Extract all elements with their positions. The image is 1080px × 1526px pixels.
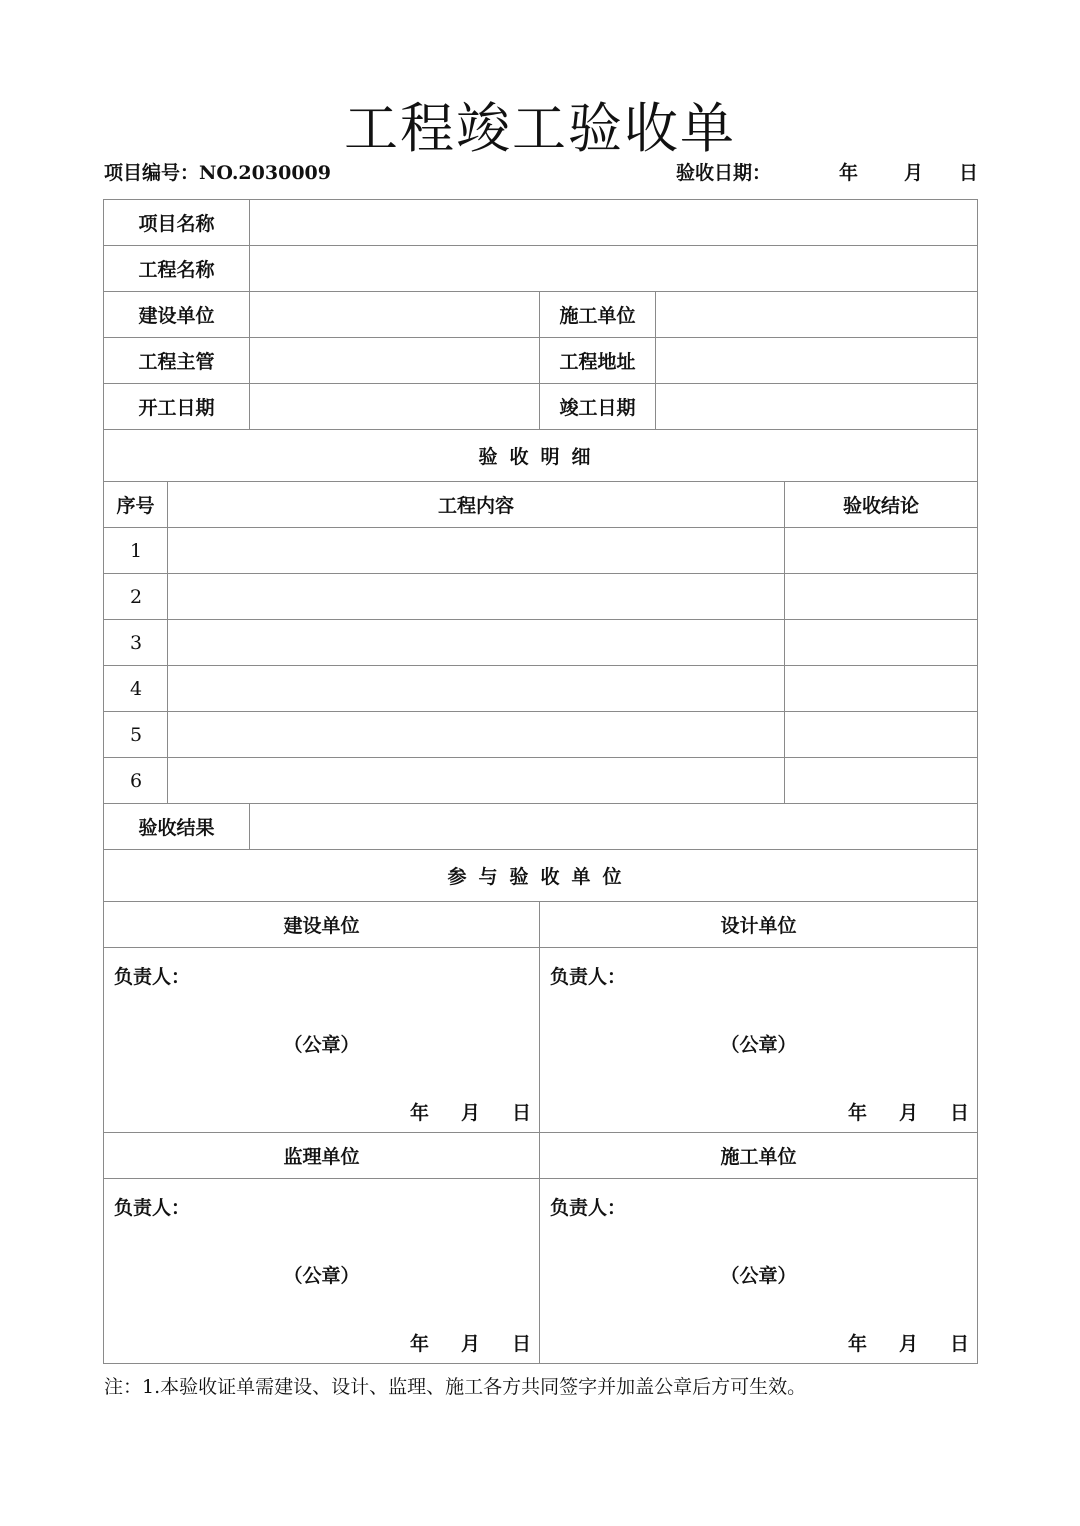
construction-party-header: 建设单位 [104,902,540,948]
project-name-label: 项目名称 [104,200,250,246]
engineering-name-field[interactable] [250,246,978,292]
row-content-field[interactable] [168,666,785,712]
row-content-field[interactable] [168,574,785,620]
contractor-signature-cell[interactable] [540,1179,978,1364]
parties-section-title: 参与验收单位 [104,850,978,902]
row-number: 4 [104,666,168,712]
row-number: 5 [104,712,168,758]
result-label: 验收结果 [104,804,250,850]
row-conclusion-field[interactable] [785,758,978,804]
engineering-name-label: 工程名称 [104,246,250,292]
row-content-field[interactable] [168,528,785,574]
footnote: 注：1.本验收证单需建设、设计、监理、施工各方共同签字并加盖公章后方可生效。 [104,1376,807,1398]
acceptance-date-label: 验收日期： [676,162,772,184]
col-content-header: 工程内容 [168,482,785,528]
construction-unit-field[interactable] [250,292,540,338]
row-content-field[interactable] [168,712,785,758]
contractor-party-header: 施工单位 [540,1133,978,1179]
address-field[interactable] [656,338,978,384]
person-in-charge-label: 负责人： [550,1197,627,1219]
person-in-charge-label: 负责人： [114,966,191,988]
row-conclusion-field[interactable] [785,620,978,666]
completion-date-label: 竣工日期 [540,384,656,430]
signature-date: 年 月 日 [409,1102,532,1124]
signature-date: 年 月 日 [409,1333,532,1355]
document-title: 工程竣工验收单 [344,97,736,160]
construction-signature-cell[interactable] [104,948,540,1133]
row-content-field[interactable] [168,758,785,804]
seal-label: （公章） [283,1265,360,1287]
date-day: 日 [959,162,979,184]
person-in-charge-label: 负责人： [114,1197,191,1219]
col-no-header: 序号 [104,482,168,528]
start-date-field[interactable] [250,384,540,430]
row-number: 1 [104,528,168,574]
row-conclusion-field[interactable] [785,528,978,574]
row-number: 2 [104,574,168,620]
person-in-charge-label: 负责人： [550,966,627,988]
construction-unit-label: 建设单位 [104,292,250,338]
signature-date: 年 月 日 [847,1102,970,1124]
supervision-signature-cell[interactable] [104,1179,540,1364]
acceptance-form [103,199,978,1364]
date-year: 年 [839,162,859,184]
col-conclusion-header: 验收结论 [785,482,978,528]
completion-date-field[interactable] [656,384,978,430]
row-conclusion-field[interactable] [785,574,978,620]
result-field[interactable] [250,804,978,850]
signature-date: 年 月 日 [847,1333,970,1355]
design-party-header: 设计单位 [540,902,978,948]
row-number: 6 [104,758,168,804]
design-signature-cell[interactable] [540,948,978,1133]
contractor-unit-label: 施工单位 [540,292,656,338]
row-conclusion-field[interactable] [785,712,978,758]
start-date-label: 开工日期 [104,384,250,430]
meta-row [104,158,978,188]
project-number [104,158,331,185]
seal-label: （公章） [720,1034,797,1056]
address-label: 工程地址 [540,338,656,384]
contractor-unit-field[interactable] [656,292,978,338]
details-section-title: 验收明细 [104,430,978,482]
row-number: 3 [104,620,168,666]
row-conclusion-field[interactable] [785,666,978,712]
supervision-party-header: 监理单位 [104,1133,540,1179]
supervisor-field[interactable] [250,338,540,384]
row-content-field[interactable] [168,620,785,666]
date-month: 月 [904,162,924,184]
supervisor-label: 工程主管 [104,338,250,384]
project-number-value: NO.2030009 [199,162,331,184]
seal-label: （公章） [720,1265,797,1287]
project-number-label: 项目编号： [104,162,200,184]
seal-label: （公章） [283,1034,360,1056]
project-name-field[interactable] [250,200,978,246]
